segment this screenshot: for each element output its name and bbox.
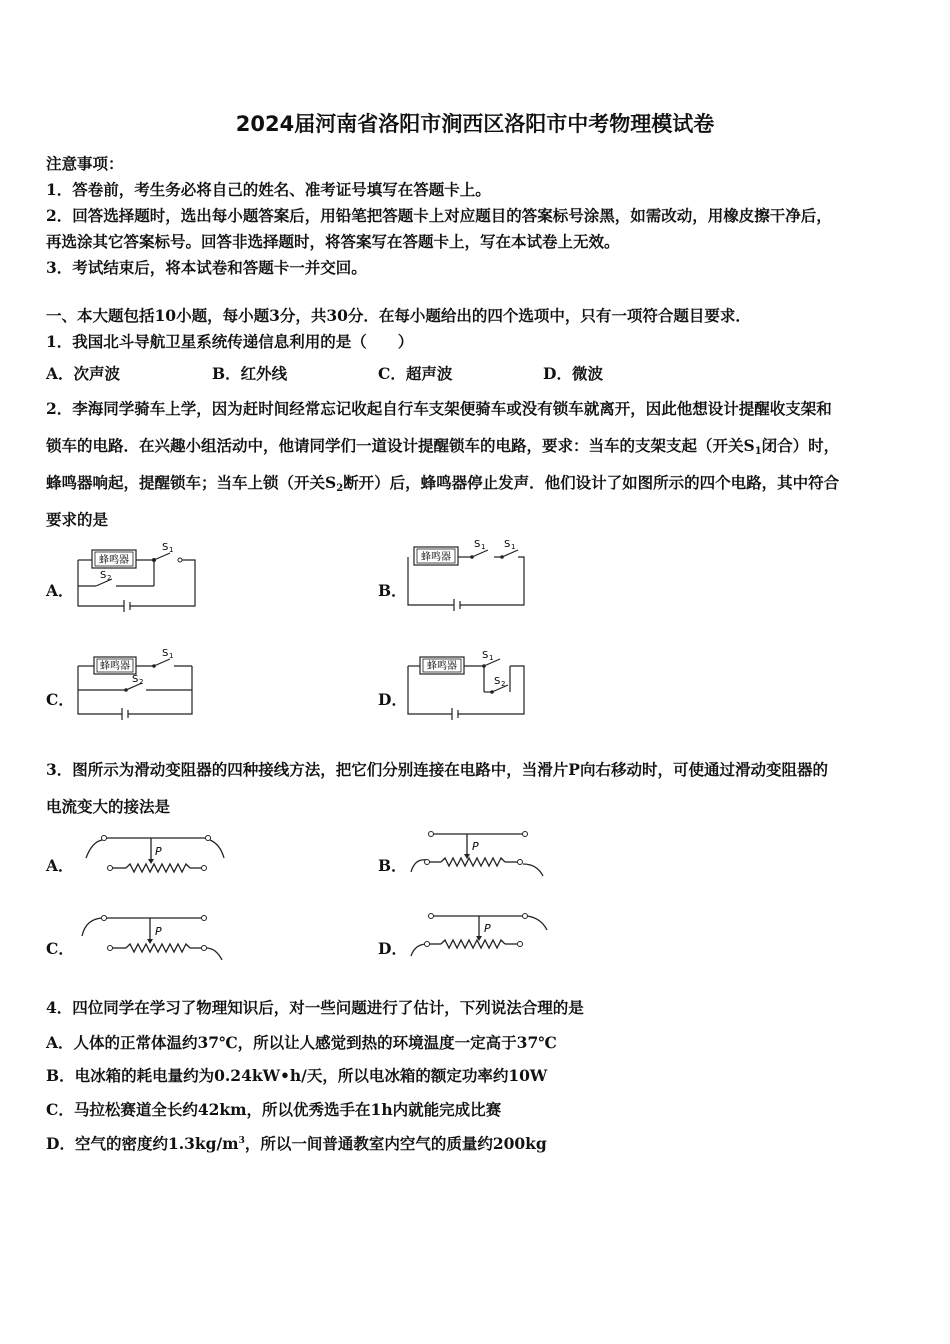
question-2-stem: 锁车的电路．在兴趣小组活动中，他请同学们一道设计提醒锁车的电路，要求：当车的支架支起（开关S1闭合）时， — [46, 436, 840, 457]
switch-s2-label: S — [494, 676, 501, 687]
buzzer-label: 蜂鸣器 — [99, 555, 129, 566]
buzzer-label: 蜂鸣器 — [421, 552, 451, 563]
q2-option-c: C． — [46, 690, 74, 709]
rheostat-diagram-b — [405, 824, 555, 880]
question-3-stem: 3．图所示为滑动变阻器的四种接线方法，把它们分别连接在电路中，当滑片P向右移动时，可使通过滑动变阻器的 — [46, 760, 828, 779]
switch-s2-label: S — [132, 674, 139, 685]
switch-s1-sub: 1 — [169, 546, 174, 554]
switch-s2-label: S — [100, 570, 107, 581]
notice-item: 1．答卷前，考生务必将自己的姓名、准考证号填写在答题卡上。 — [46, 180, 491, 199]
notice-item: 2．回答选择题时，选出每小题答案后，用铅笔把答题卡上对应题目的答案标号涂黑，如需改动，用橡皮擦干净后， — [46, 206, 832, 225]
switch-s2-sub: 2 — [501, 680, 506, 688]
buzzer-label: 蜂鸣器 — [427, 661, 457, 672]
buzzer-label: 蜂鸣器 — [100, 661, 130, 672]
switch-s1-sub: 1 — [511, 543, 516, 551]
slider-p-label: P — [155, 845, 162, 858]
switch-s1-label: S — [504, 539, 511, 550]
rheostat-diagram-d — [405, 906, 555, 962]
slider-p-label: P — [484, 922, 491, 935]
switch-s1-label: S — [474, 539, 481, 550]
q4-option-b: B．电冰箱的耗电量约为0.24kW•h/天，所以电冰箱的额定功率约10W — [46, 1066, 548, 1085]
question-2-stem: 要求的是 — [46, 510, 109, 529]
q4-option-d: D．空气的密度约$1.3kg/m^3$，所以一间普通教室内空气的质量约200kg — [46, 1134, 547, 1153]
notice-item: 3．考试结束后，将本试卷和答题卡一并交回。 — [46, 258, 367, 277]
switch-s1-label: S — [482, 650, 489, 661]
question-2-stem: 2．李海同学骑车上学，因为赶时间经常忘记收起自行车支架便骑车或没有锁车就离开，因此他想设计提醒收支架和 — [46, 399, 832, 418]
switch-s1-label: S — [162, 542, 169, 553]
question-2-stem: 蜂鸣器响起，提醒锁车；当车上锁（开关S2断开）后，蜂鸣器停止发声．他们设计了如图所示的四个电路，其中符合 — [46, 473, 840, 494]
question-3-stem: 电流变大的接法是 — [46, 797, 171, 816]
q3-option-c: C． — [46, 939, 74, 958]
switch-s1-sub: 1 — [481, 543, 486, 551]
q3-option-d: D． — [378, 939, 407, 958]
slider-p-label: P — [155, 925, 162, 938]
q3-option-a: A． — [46, 856, 74, 875]
rheostat-diagram-a — [78, 828, 228, 878]
q1-option-d: D．微波 — [543, 364, 603, 383]
circuit-diagram-d — [400, 646, 530, 722]
question-4-stem: 4．四位同学在学习了物理知识后，对一些问题进行了估计，下列说法合理的是 — [46, 998, 584, 1017]
notice-heading: 注意事项： — [46, 154, 124, 173]
question-1-stem: 1．我国北斗导航卫星系统传递信息利用的是（ ） — [46, 332, 414, 351]
circuit-diagram-a — [70, 540, 200, 612]
slider-p-label: P — [472, 840, 479, 853]
q4-option-a: A．人体的正常体温约37℃，所以让人感觉到热的环境温度一定高于37℃ — [46, 1033, 557, 1052]
q2-option-a: A． — [46, 581, 74, 600]
exam-title: 2024届河南省洛阳市涧西区洛阳市中考物理模试卷 — [235, 112, 715, 136]
section-heading: 一、本大题包括10小题，每小题3分，共30分．在每小题给出的四个选项中，只有一项符合题目要求． — [46, 306, 751, 325]
q1-option-a: A．次声波 — [46, 364, 121, 383]
notice-item: 再选涂其它答案标号。回答非选择题时，将答案写在答题卡上，写在本试卷上无效。 — [46, 232, 620, 251]
q4-option-c: C．马拉松赛道全长约42km，所以优秀选手在1h内就能完成比赛 — [46, 1100, 502, 1119]
circuit-diagram-c — [70, 646, 200, 722]
q1-option-c: C．超声波 — [378, 364, 453, 383]
switch-s1-sub: 1 — [489, 654, 494, 662]
switch-s2-sub: 2 — [107, 574, 112, 582]
switch-s2-sub: 2 — [139, 678, 144, 686]
q1-option-b: B．红外线 — [212, 364, 288, 383]
q3-option-b: B． — [378, 856, 407, 875]
switch-s1-label: S — [162, 648, 169, 659]
circuit-diagram-b — [400, 535, 530, 613]
rheostat-diagram-c — [78, 908, 228, 964]
q2-option-d: D． — [378, 690, 407, 709]
q2-option-b: B． — [378, 581, 407, 600]
switch-s1-sub: 1 — [169, 652, 174, 660]
